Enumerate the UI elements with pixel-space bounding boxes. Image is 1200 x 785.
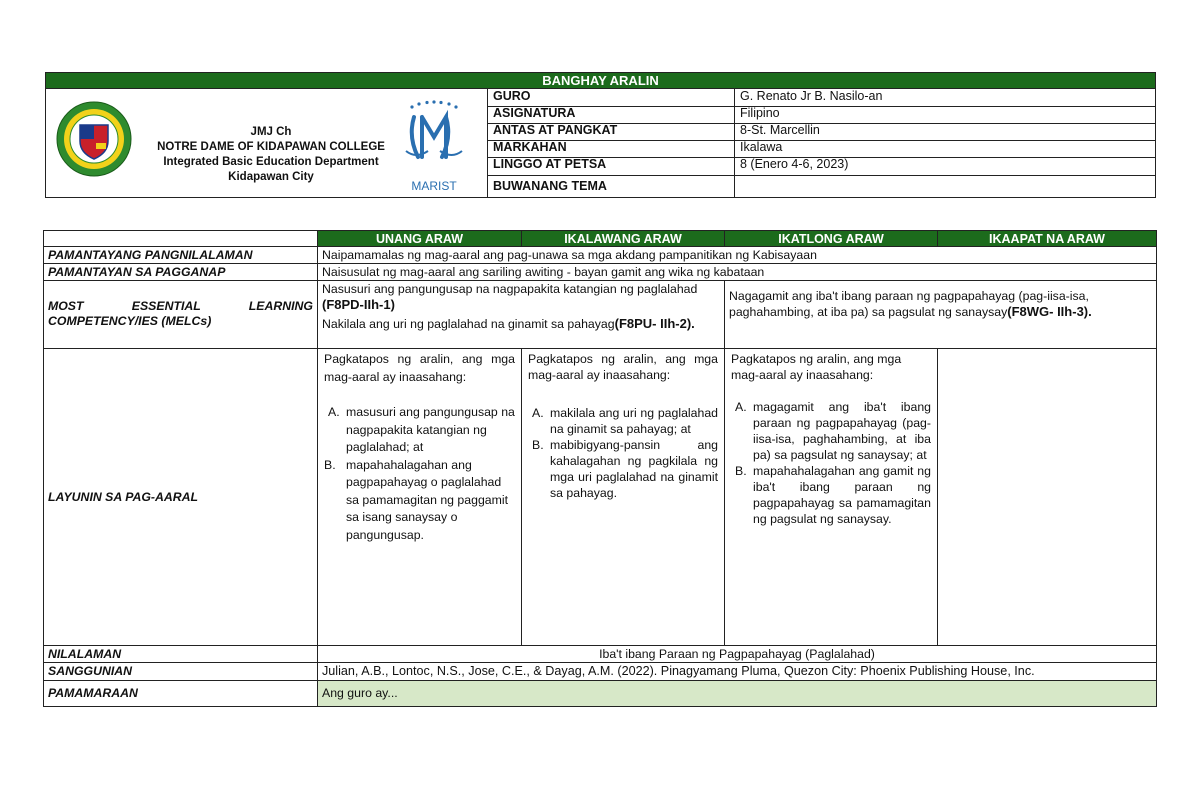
day-header-3: IKATLONG ARAW: [725, 231, 938, 247]
layunin-day-1-intro: Pagkatapos ng aralin, ang mga mag-aaral ay inaasahang:: [324, 352, 515, 384]
item-text: mapahahalagahan ang pagpapahayag o paglalahad sa pamamagitan ng paggamit sa isang sanaysay o pangungusap.: [346, 457, 509, 542]
layunin-day-1: [318, 349, 522, 646]
item-text: makilala ang uri ng paglalahad na ginamit sa pahayag; at: [550, 406, 718, 436]
item-marker: A.: [735, 400, 747, 414]
row-label-pamantayang-pangnilalaman: PAMANTAYANG PANGNILALAMAN: [44, 247, 318, 264]
marist-logo-text: MARIST: [411, 179, 457, 193]
school-block: [46, 89, 488, 197]
info-row-antas-at-pangkat: [488, 123, 1155, 141]
school-line-jmj: JMJ Ch: [250, 126, 292, 138]
marist-logo-icon: [402, 99, 466, 185]
melcs-days-3-4: [725, 281, 1156, 349]
school-name: NOTRE DAME OF KIDAPAWAN COLLEGE: [157, 141, 385, 153]
layunin-day-3: [725, 349, 938, 646]
info-row-guro: [488, 89, 1155, 107]
info-label: ANTAS AT PANGKAT: [488, 123, 735, 140]
school-department: Integrated Basic Education Department: [163, 156, 379, 168]
row-label-pamantayan-sa-pagganap: PAMANTAYAN SA PAGGANAP: [44, 264, 318, 281]
ndkc-seal-icon: [56, 101, 132, 177]
melc-1: [322, 282, 720, 313]
pamantayan-sa-pagganap-value: Naisusulat ng mag-aaral ang sariling awiting - bayan gamit ang wika ng kabataan: [318, 264, 1156, 281]
layunin-day-2-item-a: [528, 405, 718, 437]
sanggunian-value: Julian, A.B., Lontoc, N.S., Jose, C.E., & Dayag, A.M. (2022). Pinagyamang Pluma, Quezon City: Phoenix Publishing House, Inc.: [318, 663, 1156, 681]
day-header-2: IKALAWANG ARAW: [522, 231, 725, 247]
lesson-plan-table: [43, 230, 1157, 707]
day-header-4: IKAAPAT NA ARAW: [938, 231, 1156, 247]
melcs-label-line2: COMPETENCY/IES (MELCs): [48, 314, 212, 328]
melc-3-code: (F8WG- IIh-3).: [1007, 304, 1092, 319]
layunin-day-2-intro: Pagkatapos ng aralin, ang mga mag-aaral ay inaasahang:: [528, 352, 718, 382]
info-row-markahan: [488, 140, 1155, 158]
info-value: [735, 175, 1155, 197]
lesson-plan-header: [45, 72, 1156, 198]
info-value: G. Renato Jr B. Nasilo-an: [740, 89, 883, 103]
info-row-linggo-at-petsa: [488, 157, 1155, 176]
layunin-day-3-item-b: [731, 463, 931, 527]
layunin-day-3-intro: Pagkatapos ng aralin, ang mga mag-aaral ay inaasahang:: [731, 352, 902, 382]
info-row-buwanang-tema: [488, 175, 1155, 197]
row-label-layunin: LAYUNIN SA PAG-AARAL: [44, 349, 318, 646]
item-marker: A.: [532, 406, 544, 420]
melcs-days-1-2: [318, 281, 725, 349]
item-marker: B.: [532, 438, 544, 452]
layunin-day-4: [938, 349, 1156, 646]
info-label: ASIGNATURA: [488, 106, 735, 123]
info-value: Ikalawa: [740, 140, 783, 154]
info-row-asignatura: [488, 106, 1155, 124]
info-label: GURO: [488, 89, 735, 106]
day-header-1: UNANG ARAW: [318, 231, 522, 247]
pamantayang-pangnilalaman-value: Naipamamalas ng mag-aaral ang pag-unawa sa mga akdang pampanitikan ng Kabisayaan: [318, 247, 1156, 264]
layunin-day-1-item-a: [324, 404, 515, 457]
info-label: LINGGO AT PETSA: [488, 157, 735, 175]
layunin-day-2: [522, 349, 725, 646]
melc-2: [322, 316, 720, 332]
melcs-label-line1: MOST ESSENTIAL LEARNING: [48, 299, 313, 313]
row-label-nilalaman: NILALAMAN: [44, 646, 318, 663]
corner-cell: [44, 231, 318, 247]
layunin-day-2-item-b: [528, 437, 718, 501]
header-title: BANGHAY ARALIN: [46, 73, 1155, 89]
info-label: MARKAHAN: [488, 140, 735, 157]
melc-1-code: (F8PD-IIh-1): [322, 297, 395, 312]
item-text: magagamit ang iba't ibang paraan ng pagpapahayag (pag-iisa-isa, paghahambing, at iba pa) sa pagsulat ng sanaysay; at: [753, 400, 931, 462]
school-text: [126, 125, 416, 185]
info-value: 8-St. Marcellin: [740, 123, 820, 137]
layunin-day-1-item-b: [324, 457, 515, 545]
pamamaraan-value: Ang guro ay...: [318, 681, 1156, 706]
melc-3-text: Nagagamit ang iba't ibang paraan ng pagpapahayag (pag-iisa-isa, paghahambing, at iba pa) sa pagsulat ng sanaysay: [729, 289, 1089, 319]
item-text: mabibigyang-pansin ang kahalagahan ng pagkilala ng mga uri paglalahad na ginamit sa pahayag.: [550, 438, 718, 500]
school-city: Kidapawan City: [228, 171, 314, 183]
info-label: BUWANANG TEMA: [488, 175, 735, 197]
row-label-melcs: [44, 281, 318, 349]
nilalaman-value: Iba't ibang Paraan ng Pagpapahayag (Paglalahad): [318, 646, 1156, 663]
melc-3: [729, 289, 1152, 320]
item-marker: B.: [324, 457, 336, 472]
row-label-pamamaraan: PAMAMARAAN: [44, 681, 318, 706]
item-text: masusuri ang pangungusap na nagpapakita katangian ng paglalahad; at: [346, 405, 515, 454]
item-text: mapahahalagahan ang gamit ng iba't ibang paraan ng pagpapahayag sa pamamagitan ng pagsulat ng sanaysay.: [753, 464, 931, 526]
info-value: Filipino: [740, 106, 780, 120]
info-value: 8 (Enero 4-6, 2023): [740, 157, 849, 171]
item-marker: A.: [328, 405, 340, 419]
row-label-sanggunian: SANGGUNIAN: [44, 663, 318, 681]
melc-2-text: Nakilala ang uri ng paglalahad na ginamit sa pahayag: [322, 317, 615, 331]
item-marker: B.: [735, 464, 747, 478]
melc-1-text: Nasusuri ang pangungusap na nagpapakita katangian ng paglalahad: [322, 282, 698, 296]
melc-2-code: (F8PU- IIh-2).: [614, 316, 695, 331]
layunin-day-3-item-a: [731, 399, 931, 463]
info-grid: [488, 89, 1155, 197]
